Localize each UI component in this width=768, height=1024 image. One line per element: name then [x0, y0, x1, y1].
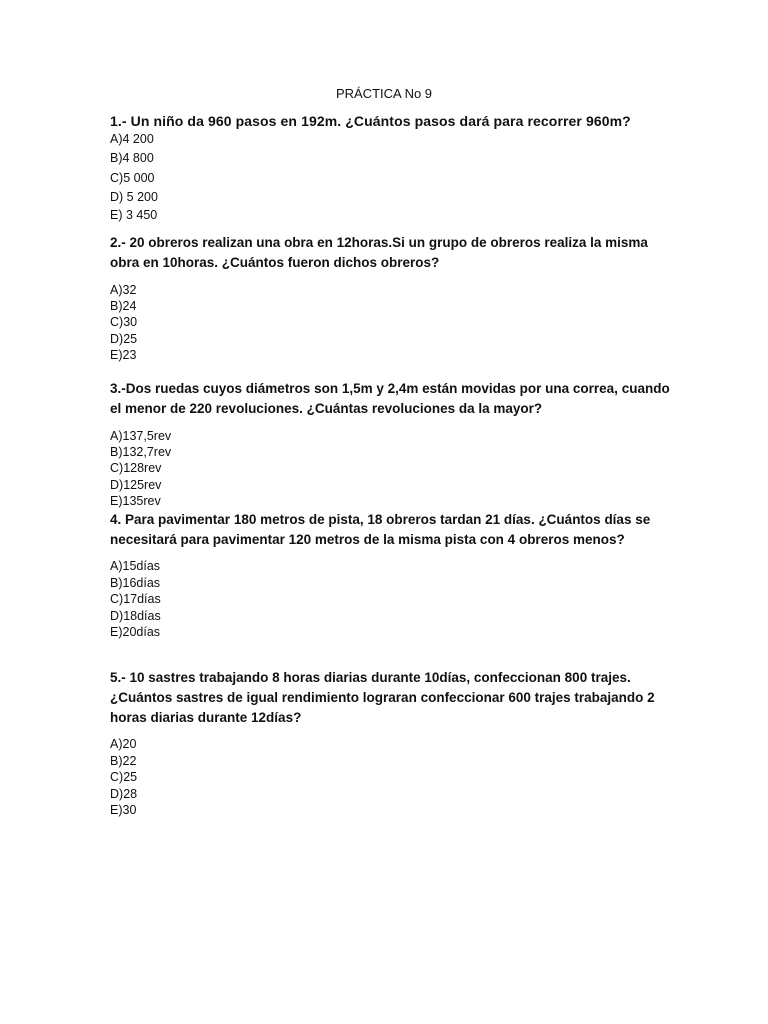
question-3-text: 3.-Dos ruedas cuyos diámetros son 1,5m y 2,4m están movidas por una correa, cuando el menor de 220 revoluciones. ¿Cuántas revoluciones da la mayor?: [110, 381, 670, 416]
option-a: A)137,5rev: [110, 429, 172, 443]
question-4-text: 4. Para pavimentar 180 metros de pista, 18 obreros tardan 21 días. ¿Cuántos días se necesitará para pavimentar 120 metros de la misma pista con 4 obreros menos?: [110, 512, 651, 547]
option-d: D) 5 200: [110, 189, 158, 204]
question-2-options: [110, 282, 137, 363]
option-c: C)25: [110, 770, 138, 785]
option-d: D)28: [110, 786, 138, 801]
option-e: E) 3 450: [110, 208, 158, 222]
question-4-options: [110, 558, 161, 641]
option-b: B)132,7rev: [110, 445, 172, 460]
option-d: D)18días: [110, 608, 161, 623]
option-d: D)25: [110, 331, 138, 346]
question-2-text: 2.- 20 obreros realizan una obra en 12horas.Si un grupo de obreros realiza la misma obra en 10horas. ¿Cuántos fueron dichos obreros?: [110, 235, 648, 270]
question-3-options: [110, 428, 171, 509]
option-b: B)4 800: [110, 150, 154, 165]
option-c: C)17días: [110, 592, 161, 607]
option-a: A)4 200: [110, 132, 154, 146]
option-e: E)30: [110, 803, 137, 818]
option-a: A)20: [110, 737, 137, 751]
option-c: C)128rev: [110, 461, 162, 476]
page-title: PRÁCTICA No 9: [335, 86, 433, 101]
option-e: E)20días: [110, 625, 161, 640]
option-a: A)15días: [110, 559, 161, 573]
option-b: B)24: [110, 299, 137, 314]
option-a: A)32: [110, 283, 137, 297]
option-e: E)135rev: [110, 493, 161, 508]
option-e: E)23: [110, 347, 137, 362]
question-5-text: 5.- 10 sastres trabajando 8 horas diarias durante 10días, confeccionan 800 trajes. ¿Cuántos sastres de igual rendimiento lograran confeccionar 600 trajes trabajando 2 horas diarias durante 12días?: [110, 670, 655, 725]
option-d: D)125rev: [110, 477, 162, 492]
option-c: C)30: [110, 315, 138, 330]
option-b: B)22: [110, 753, 137, 768]
option-c: C)5 000: [110, 171, 155, 185]
question-1-text: 1.- Un niño da 960 pasos en 192m. ¿Cuántos pasos dará para recorrer 960m?: [110, 113, 631, 129]
question-5-options: [110, 736, 137, 819]
option-b: B)16días: [110, 575, 161, 590]
question-1-options: [110, 130, 158, 225]
